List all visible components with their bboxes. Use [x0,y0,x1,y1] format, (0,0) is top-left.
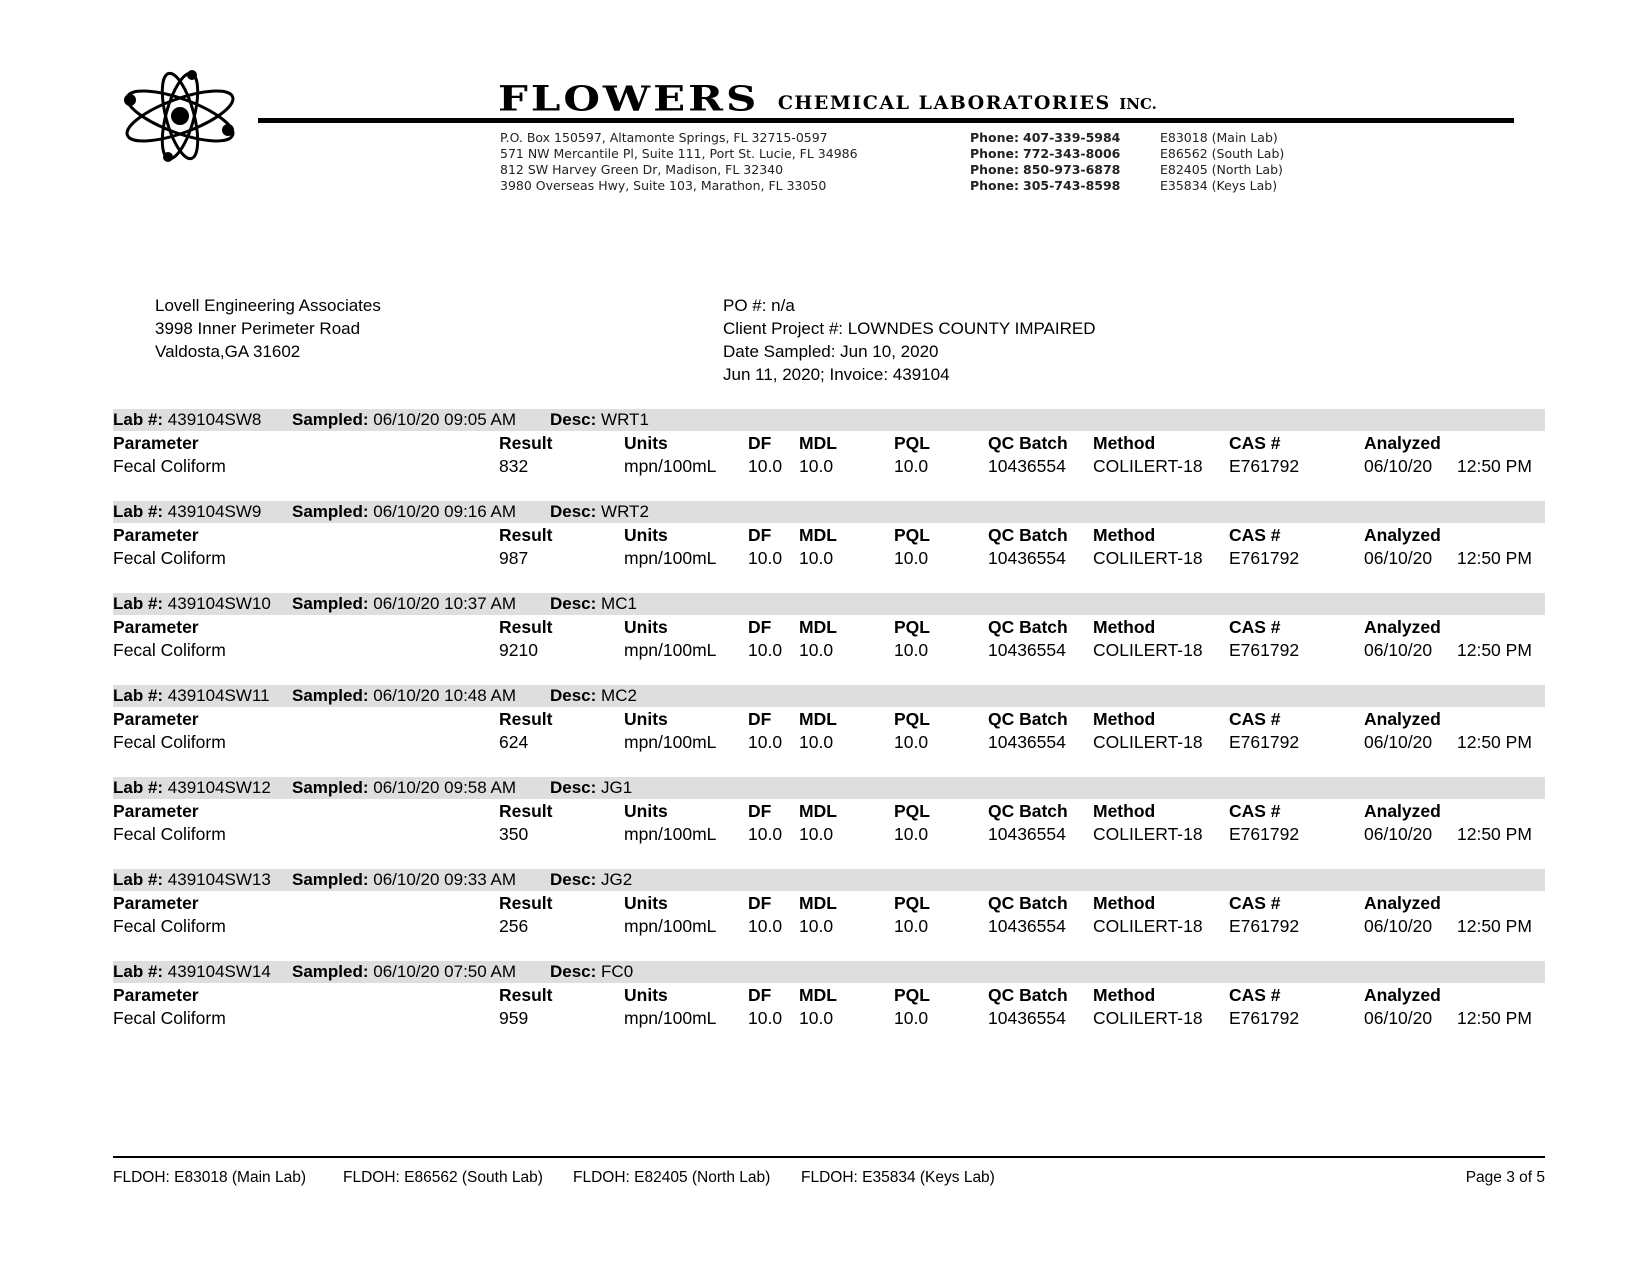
analyzed-date: 06/10/20 [1364,732,1433,752]
phone-lab: E35834 (Keys Lab) [1160,178,1278,193]
phone-lab: E86562 (South Lab) [1160,146,1285,161]
po-number: PO #: n/a [723,296,795,315]
client-address [155,294,381,363]
pql-value: 10.0 [894,456,929,476]
col-qc-batch: QC Batch [988,525,1068,545]
analyzed-time: 12:50 PM [1457,640,1532,660]
sampled-datetime: 06/10/20 09:16 AM [373,502,516,521]
col-df: DF [748,801,772,821]
column-header-row [113,708,1545,730]
column-header-row [113,616,1545,638]
mdl-value: 10.0 [799,916,834,936]
result-row [113,1007,1545,1029]
col-qc-batch: QC Batch [988,985,1068,1005]
method-value: COLILERT-18 [1093,640,1203,660]
cas-value: E761792 [1229,640,1300,660]
analyzed-time: 12:50 PM [1457,548,1532,568]
pql-value: 10.0 [894,548,929,568]
brand-inc: INC. [1119,95,1157,113]
sampled-datetime: 06/10/20 10:37 AM [373,594,516,613]
units-value: mpn/100mL [624,1008,717,1028]
phone-label: Phone: [970,130,1020,145]
footer-cert: FLDOH: E86562 (South Lab) [343,1169,543,1186]
result-value: 9210 [499,640,538,660]
analyzed-date: 06/10/20 [1364,456,1433,476]
client-project: Client Project #: LOWNDES COUNTY IMPAIRED [723,319,1096,338]
analyzed-date: 06/10/20 [1364,824,1433,844]
col-cas: CAS # [1229,893,1281,913]
col-cas: CAS # [1229,617,1281,637]
col-result: Result [499,893,553,913]
method-value: COLILERT-18 [1093,1008,1203,1028]
col-units: Units [624,433,668,453]
phone-line [970,130,1312,146]
sample-header [113,961,1545,983]
column-header-row [113,892,1545,914]
sample-section [113,593,1545,685]
pql-value: 10.0 [894,640,929,660]
footer-cert: FLDOH: E35834 (Keys Lab) [801,1169,995,1186]
col-result: Result [499,985,553,1005]
col-parameter: Parameter [113,893,199,913]
result-value: 987 [499,548,529,568]
qc-batch-value: 10436554 [988,732,1066,752]
col-cas: CAS # [1229,525,1281,545]
sample-header [113,777,1545,799]
col-result: Result [499,709,553,729]
address-line: P.O. Box 150597, Altamonte Springs, FL 32715-0597 [500,130,828,145]
sample-section [113,869,1545,961]
col-units: Units [624,525,668,545]
sampled-datetime: 06/10/20 09:33 AM [373,870,516,889]
col-mdl: MDL [799,893,837,913]
pql-value: 10.0 [894,916,929,936]
pql-value: 10.0 [894,824,929,844]
lab-label: Lab #: [113,686,164,705]
col-units: Units [624,617,668,637]
sampled-datetime: 06/10/20 10:48 AM [373,686,516,705]
sampled-label: Sampled: [292,962,369,981]
col-mdl: MDL [799,709,837,729]
units-value: mpn/100mL [624,456,717,476]
sample-desc: FC0 [601,962,634,981]
col-units: Units [624,893,668,913]
cas-value: E761792 [1229,1008,1300,1028]
column-header-row [113,984,1545,1006]
sampled-datetime: 06/10/20 09:58 AM [373,778,516,797]
df-value: 10.0 [748,456,783,476]
lab-number: 439104SW13 [167,870,271,889]
col-qc-batch: QC Batch [988,893,1068,913]
mdl-value: 10.0 [799,824,834,844]
col-parameter: Parameter [113,709,199,729]
desc-label: Desc: [550,410,597,429]
sample-section [113,501,1545,593]
sample-header [113,593,1545,615]
parameter-value: Fecal Coliform [113,824,226,844]
result-row [113,731,1545,753]
lab-number: 439104SW9 [167,502,262,521]
units-value: mpn/100mL [624,916,717,936]
desc-label: Desc: [550,778,597,797]
phone-line [970,146,1312,162]
lab-addresses [500,130,858,194]
sampled-label: Sampled: [292,502,369,521]
qc-batch-value: 10436554 [988,824,1066,844]
units-value: mpn/100mL [624,824,717,844]
analyzed-time: 12:50 PM [1457,916,1532,936]
col-method: Method [1093,801,1156,821]
address-line: 812 SW Harvey Green Dr, Madison, FL 32340 [500,162,784,177]
desc-label: Desc: [550,686,597,705]
col-qc-batch: QC Batch [988,433,1068,453]
col-parameter: Parameter [113,985,199,1005]
phone-lab: E83018 (Main Lab) [1160,130,1278,145]
col-mdl: MDL [799,433,837,453]
column-header-row [113,432,1545,454]
desc-label: Desc: [550,870,597,889]
phone-label: Phone: [970,162,1020,177]
footer-cert: FLDOH: E82405 (North Lab) [573,1169,771,1186]
units-value: mpn/100mL [624,640,717,660]
sample-header [113,501,1545,523]
col-mdl: MDL [799,985,837,1005]
df-value: 10.0 [748,916,783,936]
result-row [113,547,1545,569]
col-pql: PQL [894,801,930,821]
phone-line [970,178,1312,194]
sampled-datetime: 06/10/20 09:05 AM [373,410,516,429]
col-cas: CAS # [1229,801,1281,821]
sampled-datetime: 06/10/20 07:50 AM [373,962,516,981]
sampled-label: Sampled: [292,410,369,429]
sample-section [113,685,1545,777]
col-df: DF [748,525,772,545]
col-result: Result [499,617,553,637]
df-value: 10.0 [748,548,783,568]
analyzed-time: 12:50 PM [1457,1008,1532,1028]
date-sampled: Date Sampled: Jun 10, 2020 [723,342,939,361]
col-pql: PQL [894,433,930,453]
parameter-value: Fecal Coliform [113,548,226,568]
atom-logo [118,70,242,162]
sampled-label: Sampled: [292,778,369,797]
result-value: 959 [499,1008,529,1028]
footer-rule [113,1156,1545,1158]
analyzed-time: 12:50 PM [1457,824,1532,844]
col-df: DF [748,709,772,729]
cas-value: E761792 [1229,824,1300,844]
col-analyzed: Analyzed [1364,709,1441,729]
lab-label: Lab #: [113,962,164,981]
units-value: mpn/100mL [624,548,717,568]
parameter-value: Fecal Coliform [113,732,226,752]
sampled-label: Sampled: [292,870,369,889]
analyzed-time: 12:50 PM [1457,456,1532,476]
phone-label: Phone: [970,178,1020,193]
col-result: Result [499,525,553,545]
lab-label: Lab #: [113,410,164,429]
col-parameter: Parameter [113,801,199,821]
parameter-value: Fecal Coliform [113,640,226,660]
mdl-value: 10.0 [799,640,834,660]
lab-label: Lab #: [113,870,164,889]
units-value: mpn/100mL [624,732,717,752]
col-cas: CAS # [1229,985,1281,1005]
analyzed-time: 12:50 PM [1457,732,1532,752]
sample-desc: WRT2 [601,502,649,521]
address-line: 3980 Overseas Hwy, Suite 103, Marathon, FL 33050 [500,178,827,193]
cas-value: E761792 [1229,456,1300,476]
mdl-value: 10.0 [799,1008,834,1028]
method-value: COLILERT-18 [1093,548,1203,568]
col-analyzed: Analyzed [1364,801,1441,821]
col-parameter: Parameter [113,433,199,453]
col-method: Method [1093,433,1156,453]
phone-number: 850-973-6878 [1023,162,1121,177]
sample-results [113,409,1545,1053]
sample-section [113,961,1545,1053]
lab-label: Lab #: [113,778,164,797]
mdl-value: 10.0 [799,548,834,568]
lab-phones [970,130,1312,194]
pql-value: 10.0 [894,732,929,752]
result-value: 832 [499,456,529,476]
col-parameter: Parameter [113,525,199,545]
client-street: 3998 Inner Perimeter Road [155,319,361,338]
method-value: COLILERT-18 [1093,916,1203,936]
sample-desc: JG2 [601,870,633,889]
col-units: Units [624,709,668,729]
mdl-value: 10.0 [799,732,834,752]
lab-number: 439104SW11 [167,686,270,705]
df-value: 10.0 [748,824,783,844]
column-header-row [113,524,1545,546]
col-method: Method [1093,893,1156,913]
col-cas: CAS # [1229,709,1281,729]
address-line: 571 NW Mercantile Pl, Suite 111, Port St. Lucie, FL 34986 [500,146,858,161]
sample-header [113,409,1545,431]
sample-header [113,869,1545,891]
sample-section [113,777,1545,869]
col-qc-batch: QC Batch [988,709,1068,729]
cas-value: E761792 [1229,916,1300,936]
col-df: DF [748,617,772,637]
cas-value: E761792 [1229,732,1300,752]
phone-number: 407-339-5984 [1023,130,1121,145]
method-value: COLILERT-18 [1093,824,1203,844]
analyzed-date: 06/10/20 [1364,548,1433,568]
col-analyzed: Analyzed [1364,893,1441,913]
col-mdl: MDL [799,525,837,545]
result-value: 256 [499,916,529,936]
lab-label: Lab #: [113,594,164,613]
analyzed-date: 06/10/20 [1364,916,1433,936]
invoice: Jun 11, 2020; Invoice: 439104 [723,365,950,384]
phone-lab: E82405 (North Lab) [1160,162,1283,177]
col-units: Units [624,985,668,1005]
desc-label: Desc: [550,502,597,521]
lab-label: Lab #: [113,502,164,521]
phone-number: 305-743-8598 [1023,178,1121,193]
col-method: Method [1093,525,1156,545]
phone-line [970,162,1312,178]
sample-section [113,409,1545,501]
client-name: Lovell Engineering Associates [155,296,381,315]
result-row [113,455,1545,477]
col-analyzed: Analyzed [1364,433,1441,453]
brand-name: FLOWERS [498,78,760,119]
company-brand [498,74,1157,119]
cas-value: E761792 [1229,548,1300,568]
parameter-value: Fecal Coliform [113,916,226,936]
qc-batch-value: 10436554 [988,456,1066,476]
col-cas: CAS # [1229,433,1281,453]
lab-number: 439104SW10 [167,594,271,613]
client-city: Valdosta,GA 31602 [155,342,301,361]
sample-desc: JG1 [601,778,633,797]
col-units: Units [624,801,668,821]
sample-desc: MC1 [601,594,637,613]
col-df: DF [748,893,772,913]
qc-batch-value: 10436554 [988,548,1066,568]
analyzed-date: 06/10/20 [1364,1008,1433,1028]
col-analyzed: Analyzed [1364,985,1441,1005]
footer-cert: FLDOH: E83018 (Main Lab) [113,1169,306,1186]
col-method: Method [1093,709,1156,729]
sample-desc: MC2 [601,686,637,705]
df-value: 10.0 [748,1008,783,1028]
mdl-value: 10.0 [799,456,834,476]
col-result: Result [499,801,553,821]
result-value: 624 [499,732,529,752]
lab-number: 439104SW14 [167,962,271,981]
result-row [113,823,1545,845]
qc-batch-value: 10436554 [988,1008,1066,1028]
col-pql: PQL [894,617,930,637]
method-value: COLILERT-18 [1093,732,1203,752]
col-qc-batch: QC Batch [988,801,1068,821]
sampled-label: Sampled: [292,594,369,613]
result-row [113,915,1545,937]
col-pql: PQL [894,525,930,545]
qc-batch-value: 10436554 [988,916,1066,936]
analyzed-date: 06/10/20 [1364,640,1433,660]
result-value: 350 [499,824,529,844]
col-df: DF [748,433,772,453]
df-value: 10.0 [748,732,783,752]
lab-number: 439104SW8 [167,410,262,429]
col-df: DF [748,985,772,1005]
col-analyzed: Analyzed [1364,617,1441,637]
sample-header [113,685,1545,707]
col-pql: PQL [894,893,930,913]
page-number: Page 3 of 5 [1465,1169,1545,1186]
col-method: Method [1093,617,1156,637]
sampled-label: Sampled: [292,686,369,705]
col-analyzed: Analyzed [1364,525,1441,545]
col-mdl: MDL [799,801,837,821]
qc-batch-value: 10436554 [988,640,1066,660]
result-row [113,639,1545,661]
col-result: Result [499,433,553,453]
col-method: Method [1093,985,1156,1005]
col-pql: PQL [894,709,930,729]
lab-number: 439104SW12 [167,778,271,797]
col-qc-batch: QC Batch [988,617,1068,637]
pql-value: 10.0 [894,1008,929,1028]
parameter-value: Fecal Coliform [113,456,226,476]
col-mdl: MDL [799,617,837,637]
parameter-value: Fecal Coliform [113,1008,226,1028]
phone-label: Phone: [970,146,1020,161]
desc-label: Desc: [550,962,597,981]
phone-number: 772-343-8006 [1023,146,1121,161]
df-value: 10.0 [748,640,783,660]
letterhead-rule [258,118,1514,123]
col-parameter: Parameter [113,617,199,637]
method-value: COLILERT-18 [1093,456,1203,476]
sample-desc: WRT1 [601,410,649,429]
desc-label: Desc: [550,594,597,613]
col-pql: PQL [894,985,930,1005]
project-info [723,294,1096,386]
brand-subtitle: CHEMICAL LABORATORIES [777,92,1111,114]
column-header-row [113,800,1545,822]
